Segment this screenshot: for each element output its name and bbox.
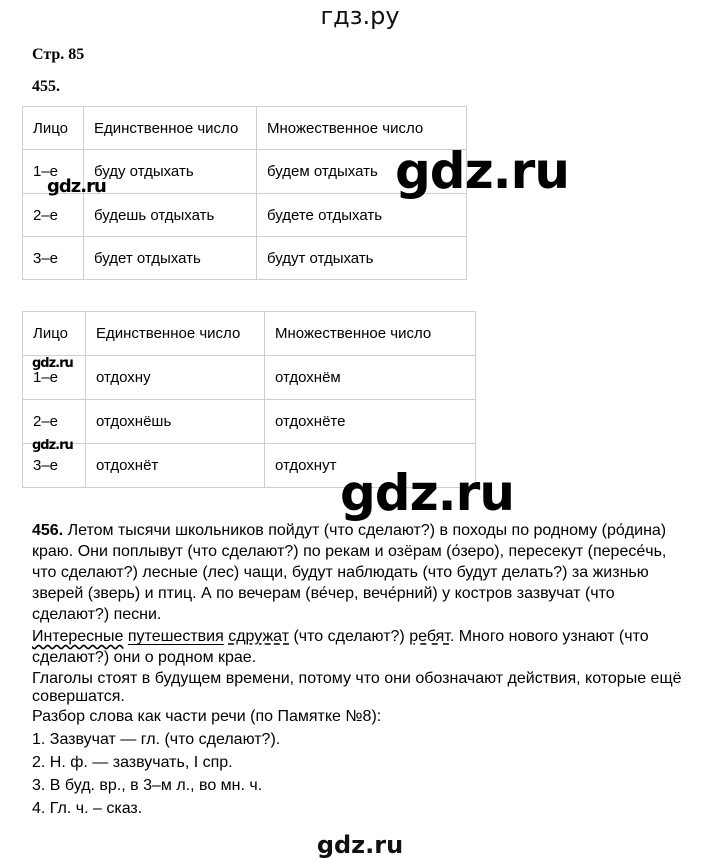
text-line: совершатся. [32, 688, 125, 705]
table-cell: 2–е [23, 400, 86, 444]
table-cell: 1–е [23, 150, 84, 194]
table-cell: будем отдыхать [257, 150, 467, 194]
list-item: 4. Гл. ч. – сказ. [32, 800, 143, 817]
table-cell: будешь отдыхать [84, 194, 257, 237]
table-row [23, 356, 476, 400]
table-cell: будет отдыхать [84, 237, 257, 280]
text-fragment: (что сделают?) [289, 628, 410, 645]
list-item: 1. Зазвучат — гл. (что сделают?). [32, 731, 281, 748]
watermark-small: gdz.ru [47, 176, 106, 197]
table-header-row [23, 312, 476, 356]
underlined-word: ребят [409, 628, 450, 645]
site-header[interactable]: гдз.ру [320, 2, 400, 30]
text-line: Разбор слова как части речи (по Памятке №8): [32, 708, 382, 725]
table-cell: будут отдыхать [257, 237, 467, 280]
header-cell: Единственное число [84, 107, 257, 150]
text-fragment: . Много нового узнают (что [449, 628, 649, 645]
text-line: сделают?) песни. [32, 606, 162, 623]
list-item: 2. Н. ф. — зазвучать, I спр. [32, 754, 233, 771]
watermark-big: gdz.ru [340, 464, 514, 522]
list-item: 3. В буд. вр., в 3–м л., во мн. ч. [32, 777, 263, 794]
text-line: зверей (зверь) и птиц. А по вечерам (ве́чер, вече́рний) у костров зазвучат (что [32, 585, 615, 602]
table-cell: 1–е [23, 356, 86, 400]
text-line [32, 520, 682, 541]
table-row [23, 400, 476, 444]
underlined-word: сдружат [228, 628, 290, 645]
header-cell: Лицо [23, 312, 86, 356]
watermark-big: gdz.ru [395, 142, 569, 200]
table-cell: отдохну [86, 356, 265, 400]
text-line [32, 626, 682, 647]
table-cell: отдохнёте [265, 400, 476, 444]
text-fragment: Летом тысячи школьников пойдут (что сделают?) в походы по родному (ро́дина) [67, 522, 667, 539]
header-cell: Множественное число [265, 312, 476, 356]
underlined-word: Интересные [32, 628, 124, 645]
watermark-tiny: gdz.ru [32, 438, 73, 453]
header-cell: Лицо [23, 107, 84, 150]
underlined-word: путешествия [127, 628, 224, 645]
site-footer[interactable]: gdz.ru [316, 831, 404, 859]
table-cell: 2–е [23, 194, 84, 237]
table-cell: 3–е [23, 444, 86, 488]
conjugation-table-future-simple [22, 311, 476, 488]
table-cell: будете отдыхать [257, 194, 467, 237]
table-cell: отдохнём [265, 356, 476, 400]
text-line: сделают?) они о родном крае. [32, 649, 257, 666]
watermark-tiny: gdz.ru [32, 356, 73, 371]
exercise-456-number: 456. [32, 522, 64, 539]
table-cell: отдохнут [265, 444, 476, 488]
text-line: Глаголы стоят в будущем времени, потому что они обозначают действия, которые ещё [32, 670, 682, 687]
header-cell: Единственное число [86, 312, 265, 356]
table-cell: отдохнёшь [86, 400, 265, 444]
exercise-456-paragraph [32, 520, 682, 819]
table-row [23, 237, 467, 280]
text-line: что сделают?) лесные (лес) чащи, будут наблюдать (что будут делать?) за жизнью [32, 564, 649, 581]
text-line: краю. Они поплывут (что сделают?) по рекам и озёрам (о́зеро), пересекут (пересе́чь, [32, 543, 667, 560]
header-cell: Множественное число [257, 107, 467, 150]
table-cell: отдохнёт [86, 444, 265, 488]
page-label: Стр. 85 [32, 46, 85, 63]
table-cell: 3–е [23, 237, 84, 280]
table-cell: буду отдыхать [84, 150, 257, 194]
exercise-455-number: 455. [32, 78, 60, 95]
